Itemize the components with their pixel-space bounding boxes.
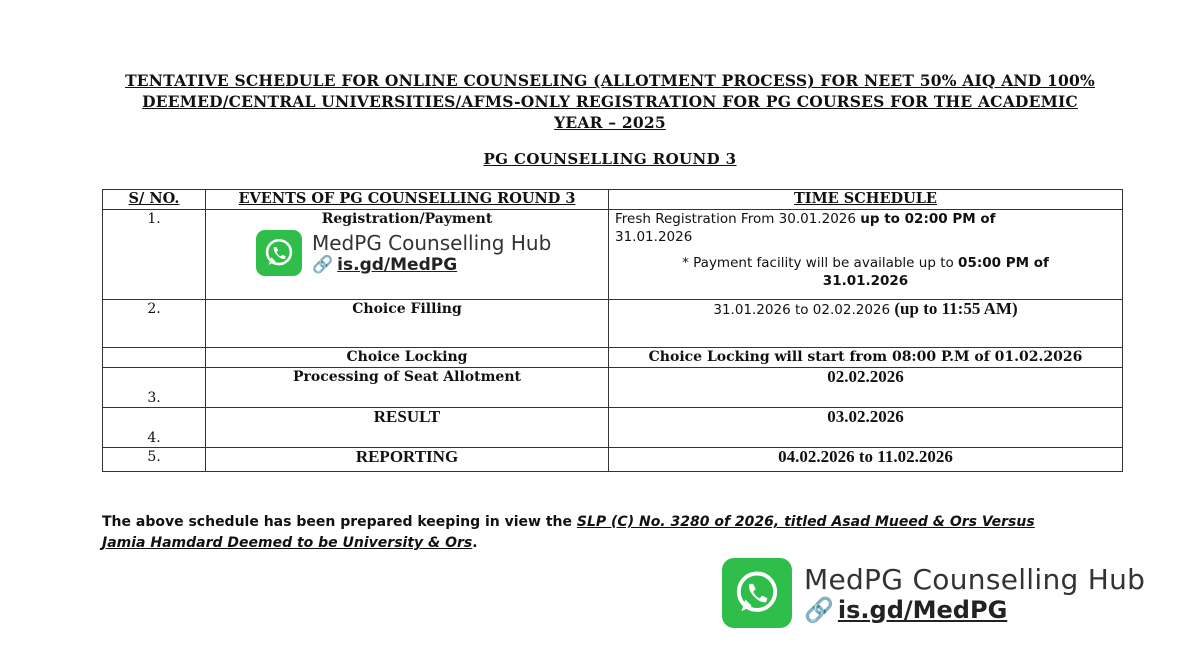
row-time-value: 04.02.2026 to 11.02.2026 [778,447,953,466]
watermark-badge-large [722,558,1145,628]
header-events: EVENTS OF PG COUNSELLING ROUND 3 [206,190,609,210]
payment-time-text: * Payment facility will be available up to [682,255,959,271]
choice-filling-dates: 31.01.2026 to 02.02.2026 [713,302,895,318]
schedule-note [102,512,1082,554]
row-event [206,448,609,472]
row-event: Registration/Payment [206,210,609,300]
watermark-link[interactable]: is.gd/MedPG [337,255,458,275]
row-time [609,408,1123,448]
table-row [103,348,1123,368]
row-sno: 5. [103,448,206,472]
row-time [609,368,1123,408]
link-icon: 🔗 [312,255,334,275]
watermark-title: MedPG Counselling Hub [312,231,552,255]
row-event: Choice Filling [206,300,609,348]
row-event-value: REPORTING [355,447,459,466]
note-suffix: . [472,535,478,551]
round-title: PG COUNSELLING ROUND 3 [483,150,737,168]
payment-date: 31.01.2026 [822,273,909,289]
row-sno: 4. [103,408,206,448]
link-icon: 🔗 [804,595,834,624]
table-row [103,448,1123,472]
header-sno: S/ NO. [103,190,206,210]
document-heading: TENTATIVE SCHEDULE FOR ONLINE COUNSELING (ALLOTMENT PROCESS) FOR NEET 50% AIQ AND 100% DEEMED/CENTRAL UNIVERSITIES/AFMS-ONLY REGISTRATION FOR PG COURSES FOR THE ACADEMIC YEAR – 2025 [125,71,1095,132]
row-time [609,448,1123,472]
table-header-row [103,190,1123,210]
watermark-badge-small [256,230,551,276]
registration-time-text: Fresh Registration From 30.01.2026 [615,211,861,227]
row-sno: 2. [103,300,206,348]
row-sno: 3. [103,368,206,408]
header-time-schedule: TIME SCHEDULE [609,190,1123,210]
registration-date: 31.01.2026 [615,229,693,245]
registration-deadline: up to 02:00 PM of [860,211,996,227]
note-prefix: The above schedule has been prepared keeping in view the [102,514,577,530]
row-sno: 1. [103,210,206,300]
row-sno [103,348,206,368]
watermark-title: MedPG Counselling Hub [804,562,1146,596]
whatsapp-icon [722,558,792,628]
row-time: Choice Locking will start from 08:00 P.M of 01.02.2026 [609,348,1123,368]
row-event: Processing of Seat Allotment [206,368,609,408]
row-event: Choice Locking [206,348,609,368]
row-event [206,408,609,448]
row-time [609,210,1123,300]
note-case-reference: SLP (C) No. 3280 of 2026, titled Asad Mueed & Ors Versus Jamia Hamdard Deemed to be University & Ors [102,514,1035,551]
table-row [103,368,1123,408]
choice-filling-deadline: (up to 11:55 AM) [894,299,1018,318]
payment-deadline: 05:00 PM of [958,255,1049,271]
row-time [609,300,1123,348]
watermark-link[interactable]: is.gd/MedPG [837,595,1008,624]
row-time-value: 03.02.2026 [827,407,904,426]
row-time-value: 02.02.2026 [827,367,904,386]
whatsapp-icon [256,230,302,276]
table-row [103,408,1123,448]
table-row [103,300,1123,348]
row-event-value: RESULT [373,407,441,426]
